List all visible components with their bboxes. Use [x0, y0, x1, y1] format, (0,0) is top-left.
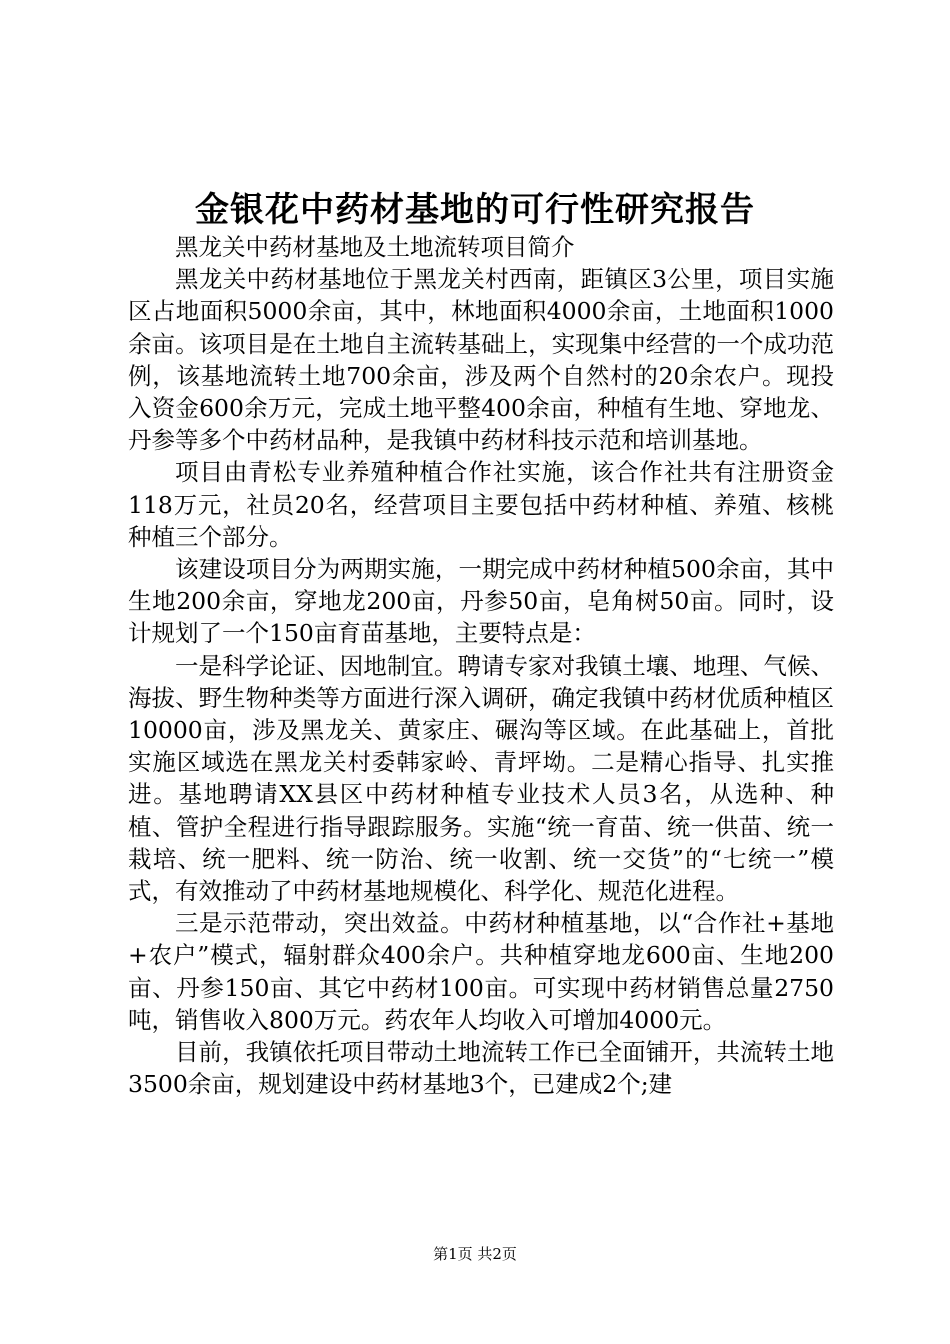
- phases-paragraph: 该建设项目分为两期实施，一期完成中药材种植500余亩，其中生地200余亩，穿地龙200亩，丹参50亩，皂角树50亩。同时，设计规划了一个150亩育苗基地，主要特点是：: [128, 555, 834, 648]
- intro-paragraph: 黑龙关中药材基地位于黑龙关村西南，距镇区3公里，项目实施区占地面积5000余亩，其中，林地面积4000余亩，土地面积1000余亩。该项目是在土地自主流转基础上，实现集中经营的一个成功范例，该基地流转土地700余亩，涉及两个自然村的20余农户。现投入资金600余万元，完成土地平整400余亩，种植有生地、穿地龙、丹参等多个中药材品种，是我镇中药材科技示范和培训基地。: [128, 265, 834, 455]
- features-paragraph: 一是科学论证、因地制宜。聘请专家对我镇土壤、地理、气候、海拔、野生物种类等方面进行深入调研，确定我镇中药材优质种植区10000亩，涉及黑龙关、黄家庄、碾沟等区域。在此基础上，首批实施区域选在黑龙关村委韩家岭、青坪坳。二是精心指导、扎实推进。基地聘请XX县区中药材种植专业技术人员3名，从选种、种植、管护全程进行指导跟踪服务。实施“统一育苗、统一供苗、统一栽培、统一肥料、统一防治、统一收割、统一交货”的“七统一”模式，有效推动了中药材基地规模化、科学化、规范化进程。: [128, 651, 834, 906]
- current-status-paragraph: 目前，我镇依托项目带动土地流转工作已全面铺开，共流转土地3500余亩，规划建设中药材基地3个，已建成2个;建: [128, 1038, 834, 1099]
- document-body: [128, 231, 834, 1100]
- subtitle-paragraph: 黑龙关中药材基地及土地流转项目简介: [175, 233, 575, 261]
- document-title: 金银花中药材基地的可行性研究报告: [195, 190, 755, 230]
- benefits-paragraph: 三是示范带动，突出效益。中药材种植基地，以“合作社+基地+农户”模式，辐射群众400余户。共种植穿地龙600亩、生地200亩、丹参150亩、其它中药材100亩。可实现中药材销售总量2750吨，销售收入800万元。药农年人均收入可增加4000元。: [128, 909, 834, 1034]
- cooperative-paragraph: 项目由青松专业养殖种植合作社实施，该合作社共有注册资金118万元，社员20名，经营项目主要包括中药材种植、养殖、核桃种植三个部分。: [128, 458, 834, 551]
- page-footer: 第1页 共2页: [433, 1245, 517, 1263]
